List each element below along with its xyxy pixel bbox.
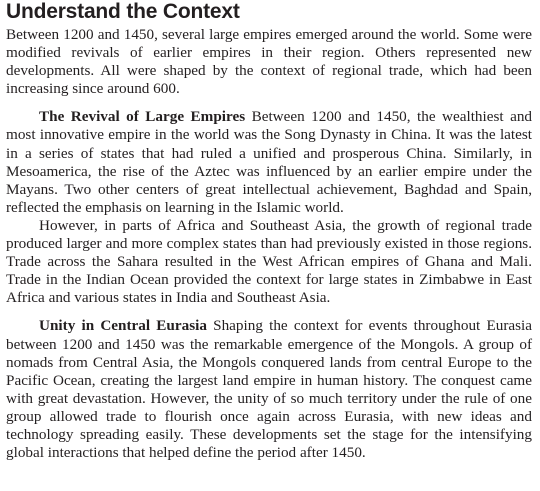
revival-subheading: The Revival of Large Empires <box>39 108 246 126</box>
document-page <box>6 0 532 462</box>
intro-paragraph: Between 1200 and 1450, several large empires emerged around the world. Some were modified revivals of earlier empires in their region. Others represented new developments. All were shaped by the context of regional trade, which had been increasing since around 600. <box>6 26 532 98</box>
revival-paragraph <box>6 108 532 217</box>
eurasia-paragraph <box>6 317 532 462</box>
revival-paragraph-text: Between 1200 and 1450, the wealthiest and most innovative empire in the world was the Song Dynasty in China. It was the latest in a series of states that had ruled a unified and prosperous China. Similarly, in Mesoamerica, the rise of the Aztec was influenced by an earlier empire under the Mayans. Two other centers of great intellectual achievement, Baghdad and Spain, reflected the emphasis on learning in the Islamic world. <box>6 108 533 216</box>
trade-states-paragraph: However, in parts of Africa and Southeast Asia, the growth of regional trade produced larger and more complex states than had previously existed in those regions. Trade across the Sahara resulted in the West African empires of Ghana and Mali. Trade in the Indian Ocean provided the context for large states in Zimbabwe in East Africa and various states in India and Southeast Asia. <box>6 216 532 307</box>
section-heading: Understand the Context <box>6 0 240 23</box>
eurasia-subheading: Unity in Central Eurasia <box>39 317 207 335</box>
eurasia-paragraph-text: Shaping the context for events throughout Eurasia between 1200 and 1450 was the remarkable emergence of the Mongols. A group of nomads from Central Asia, the Mongols conquered lands from central Europe to the Pacific Ocean, creating the largest land empire in human history. The conquest came with great devastation. However, the unity of so much territory under the rule of one group allowed trade to flourish once again across Eurasia, with new ideas and technology spreading easily. These developments set the stage for the intensifying global interactions that helped define the period after 1450. <box>6 317 532 462</box>
